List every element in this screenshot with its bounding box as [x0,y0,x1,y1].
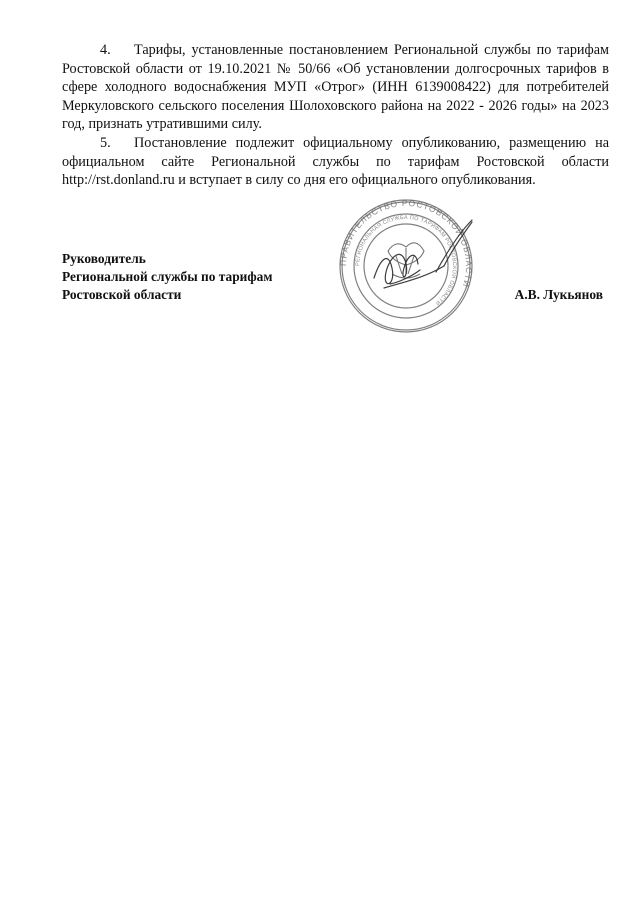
signer-name: А.В. Лукьянов [514,287,603,302]
seal-outer-text: ПРАВИТЕЛЬСТВО РОСТОВСКОЙ ОБЛАСТИ [337,197,475,289]
signature-block [62,250,607,304]
paragraph-number: 5. [100,134,111,151]
signer-title-line-2: Региональной службы по тарифам [62,269,273,284]
paragraph-text: Тарифы, установленные постановлением Региональной службы по тарифам Ростовской области от 19.10.2021 № 50/66 «Об установлении долгосрочных тарифов в сфере холодного водоснабжения МУП «Отрог» (ИНН 6139008422) для потребителей Меркуловского сельского поселения Шолоховского района на 2022 - 2026 годы» на 2023 год, признать утратившими силу. [62,42,609,133]
paragraph-4 [62,41,609,134]
signer-title-line-1: Руководитель [62,251,146,266]
signer-title-line-3: Ростовской области [62,287,182,302]
seal-inner-text: РЕГИОНАЛЬНАЯ СЛУЖБА ПО ТАРИФАМ РОСТОВСКОЙ ОБЛАСТИ [354,214,458,307]
paragraph-number: 4. [100,42,111,58]
paragraph-text: Постановление подлежит официальному опубликованию, размещению на официальном сайте Региональной службы по тарифам Ростовской области http://rst.donland.ru и вступает в силу со дня его официального опубликования. [62,134,609,189]
paragraph-5 [62,134,609,190]
document-body [62,41,609,190]
